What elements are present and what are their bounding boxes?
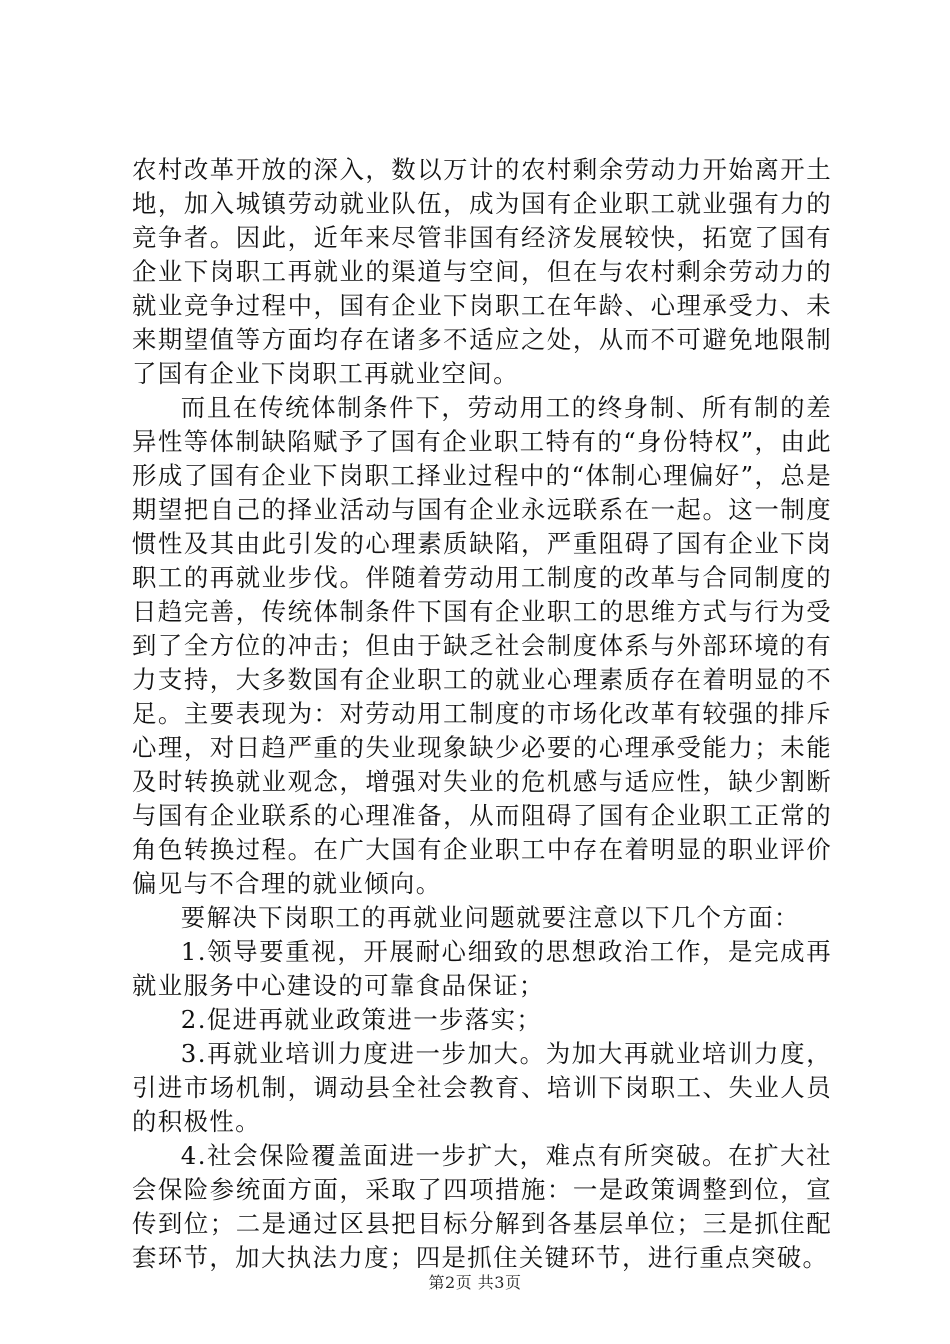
list-item-2: 2.促进再就业政策进一步落实； bbox=[180, 1005, 543, 1034]
document-body bbox=[132, 153, 832, 1275]
list-item-3: 3.再就业培训力度进一步加大。为加大再就业培训力度，引进市场机制，调动县全社会教育、培训下岗职工、失业人员的积极性。 bbox=[132, 1039, 832, 1136]
list-item-4: 4.社会保险覆盖面进一步扩大，难点有所突破。在扩大社会保险参统面方面，采取了四项措施：一是政策调整到位，宣传到位；二是通过区县把目标分解到各基层单位；三是抓住配套环节，加大执法力度；四是抓住关键环节，进行重点突破。 bbox=[132, 1141, 832, 1272]
list-item-1: 1.领导要重视，开展耐心细致的思想政治工作，是完成再就业服务中心建设的可靠食品保证； bbox=[132, 937, 832, 1000]
paragraph-1: 农村改革开放的深入，数以万计的农村剩余劳动力开始离开土地，加入城镇劳动就业队伍，成为国有企业职工就业强有力的竞争者。因此，近年来尽管非国有经济发展较快，拓宽了国有企业下岗职工再就业的渠道与空间，但在与农村剩余劳动力的就业竞争过程中，国有企业下岗职工在年龄、心理承受力、未来期望值等方面均存在诸多不适应之处，从而不可避免地限制了国有企业下岗职工再就业空间。 bbox=[132, 155, 832, 388]
page-number: 第2页 共3页 bbox=[428, 1273, 522, 1292]
paragraph-3: 要解决下岗职工的再就业问题就要注意以下几个方面： bbox=[180, 903, 800, 932]
paragraph-2: 而且在传统体制条件下，劳动用工的终身制、所有制的差异性等体制缺陷赋予了国有企业职工特有的“身份特权”，由此形成了国有企业下岗职工择业过程中的“体制心理偏好”，总是期望把自己的择业活动与国有企业永远联系在一起。这一制度惯性及其由此引发的心理素质缺陷，严重阻碍了国有企业下岗职工的再就业步伐。伴随着劳动用工制度的改革与合同制度的日趋完善，传统体制条件下国有企业职工的思维方式与行为受到了全方位的冲击；但由于缺乏社会制度体系与外部环境的有力支持，大多数国有企业职工的就业心理素质存在着明显的不足。主要表现为：对劳动用工制度的市场化改革有较强的排斥心理，对日趋严重的失业现象缺少必要的心理承受能力；未能及时转换就业观念，增强对失业的危机感与适应性，缺少割断与国有企业联系的心理准备，从而阻碍了国有企业职工正常的角色转换过程。在广大国有企业职工中存在着明显的职业评价偏见与不合理的就业倾向。 bbox=[132, 393, 832, 898]
page-footer bbox=[0, 1270, 950, 1293]
